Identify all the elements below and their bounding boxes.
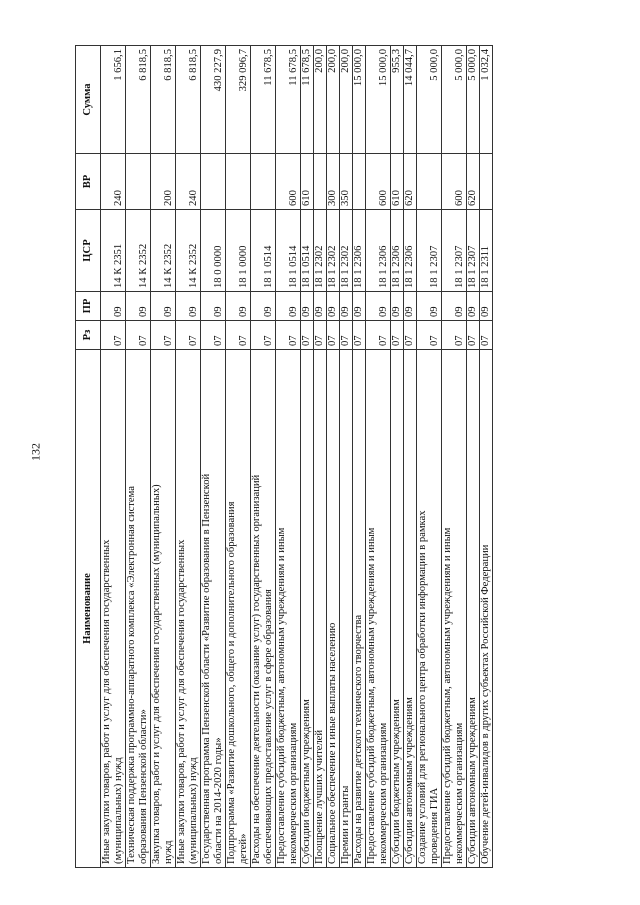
table-row [201, 46, 226, 868]
row-sum-cell: 15 000,0 [353, 46, 366, 154]
row-csr-cell: 14 К 2351 [101, 210, 126, 292]
header-pr: ПР [76, 292, 101, 321]
row-vr-cell [314, 154, 327, 210]
row-pr-cell: 09 [201, 292, 226, 321]
row-name-line: некоммерческим организациям [288, 722, 299, 864]
row-pr-cell: 09 [366, 292, 391, 321]
row-rz-cell: 07 [151, 321, 176, 350]
table-row [340, 46, 353, 868]
row-sum-cell: 1 032,4 [480, 46, 493, 154]
row-vr-cell [126, 154, 151, 210]
row-name-cell [201, 350, 226, 868]
row-rz-cell: 07 [226, 321, 251, 350]
row-vr-cell: 610 [301, 154, 314, 210]
table-row [151, 46, 176, 868]
row-sum-cell: 5 000,0 [442, 46, 467, 154]
row-name-line: Расходы на развитие детского технического творчества [353, 614, 364, 864]
row-vr-cell: 620 [404, 154, 417, 210]
row-name-cell [314, 350, 327, 868]
row-rz-cell: 07 [126, 321, 151, 350]
row-name-cell [101, 350, 126, 868]
row-name-line: Закупка товаров, работ и услуг для обеспечения государственных (муниципальных) [151, 484, 162, 864]
row-csr-cell: 18 1 2306 [404, 210, 417, 292]
row-vr-cell [226, 154, 251, 210]
row-sum-cell: 11 678,5 [301, 46, 314, 154]
row-name-line: (муниципальных) нужд [113, 757, 124, 864]
row-name-line: Поощрение лучших учителей [314, 729, 325, 864]
table-row [353, 46, 366, 868]
row-name-line: Иные закупки товаров, работ и услуг для обеспечения государственных [176, 539, 187, 864]
row-vr-cell [251, 154, 276, 210]
rotated-table-wrapper [75, 46, 493, 868]
row-csr-cell: 18 1 0514 [301, 210, 314, 292]
row-sum-cell: 6 818,5 [126, 46, 151, 154]
table-header-row [76, 46, 101, 868]
row-vr-cell: 240 [101, 154, 126, 210]
header-csr: ЦСР [76, 210, 101, 292]
table-row [366, 46, 391, 868]
table-row [126, 46, 151, 868]
row-sum-cell: 6 818,5 [151, 46, 176, 154]
row-name-line: области на 2014-2020 годы» [213, 737, 224, 864]
row-name-cell [366, 350, 391, 868]
row-name-line: Техническая поддержка программно-аппаратного комплекса «Электронная система [126, 486, 137, 864]
row-name-cell [340, 350, 353, 868]
row-csr-cell: 18 1 2306 [353, 210, 366, 292]
row-pr-cell: 09 [314, 292, 327, 321]
row-name-cell [404, 350, 417, 868]
table-row [467, 46, 480, 868]
table-row [417, 46, 442, 868]
row-name-line: (муниципальных) нужд [188, 757, 199, 864]
row-name-cell [391, 350, 404, 868]
table-row [391, 46, 404, 868]
row-name-cell [276, 350, 301, 868]
row-vr-cell: 300 [327, 154, 340, 210]
row-pr-cell: 09 [340, 292, 353, 321]
row-name-cell [327, 350, 340, 868]
row-csr-cell: 18 1 0514 [251, 210, 276, 292]
row-pr-cell: 09 [467, 292, 480, 321]
row-rz-cell: 07 [442, 321, 467, 350]
row-rz-cell: 07 [101, 321, 126, 350]
row-csr-cell: 14 К 2352 [151, 210, 176, 292]
row-name-line: детей» [238, 833, 249, 864]
table-row [314, 46, 327, 868]
row-name-line: Субсидии автономным учреждениям [467, 697, 478, 864]
row-rz-cell: 07 [404, 321, 417, 350]
table-row [480, 46, 493, 868]
row-vr-cell: 600 [366, 154, 391, 210]
header-sum: Сумма [76, 46, 101, 154]
row-name-cell [353, 350, 366, 868]
row-sum-cell: 329 096,7 [226, 46, 251, 154]
row-rz-cell: 07 [480, 321, 493, 350]
table-row [176, 46, 201, 868]
header-name: Наименование [76, 350, 101, 868]
row-name-line: Создание условий для регионального центра обработки информации в рамках [417, 510, 428, 864]
row-name-cell [417, 350, 442, 868]
row-rz-cell: 07 [276, 321, 301, 350]
row-name-cell [126, 350, 151, 868]
row-name-cell [226, 350, 251, 868]
row-csr-cell: 18 1 2302 [314, 210, 327, 292]
row-csr-cell: 18 1 2302 [340, 210, 353, 292]
row-csr-cell: 18 1 2302 [327, 210, 340, 292]
page-number: 132 [28, 443, 43, 461]
row-csr-cell: 18 1 2307 [442, 210, 467, 292]
row-pr-cell: 09 [391, 292, 404, 321]
row-csr-cell: 14 К 2352 [176, 210, 201, 292]
row-csr-cell: 18 1 2307 [467, 210, 480, 292]
row-sum-cell: 200,0 [340, 46, 353, 154]
row-name-cell [151, 350, 176, 868]
row-name-line: Субсидии автономным учреждениям [404, 697, 415, 864]
row-csr-cell: 18 1 2306 [366, 210, 391, 292]
row-csr-cell: 18 1 2306 [391, 210, 404, 292]
row-pr-cell: 09 [480, 292, 493, 321]
row-name-line: Предоставление субсидий бюджетным, автономным учреждениям и иным [276, 527, 287, 864]
row-name-line: Предоставление субсидий бюджетным, автономным учреждениям и иным [442, 527, 453, 864]
row-pr-cell: 09 [417, 292, 442, 321]
row-vr-cell: 600 [276, 154, 301, 210]
budget-table [75, 45, 493, 868]
row-rz-cell: 07 [301, 321, 314, 350]
row-name-line: некоммерческим организациям [454, 722, 465, 864]
row-sum-cell: 1 656,1 [101, 46, 126, 154]
row-rz-cell: 07 [366, 321, 391, 350]
row-csr-cell: 18 1 0514 [276, 210, 301, 292]
row-sum-cell: 430 227,9 [201, 46, 226, 154]
row-sum-cell: 14 044,7 [404, 46, 417, 154]
row-vr-cell [480, 154, 493, 210]
row-name-line: Премии и гранты [340, 785, 351, 864]
row-rz-cell: 07 [417, 321, 442, 350]
table-row [251, 46, 276, 868]
header-vr: ВР [76, 154, 101, 210]
header-rz: Рз [76, 321, 101, 350]
row-vr-cell [417, 154, 442, 210]
row-csr-cell: 18 0 0000 [201, 210, 226, 292]
row-name-line: Государственная программа Пензенской области «Развитие образования в Пензенской [201, 473, 212, 864]
row-vr-cell [201, 154, 226, 210]
row-name-line: образования Пензенской области» [138, 709, 149, 864]
row-pr-cell: 09 [327, 292, 340, 321]
row-name-cell [176, 350, 201, 868]
row-vr-cell [353, 154, 366, 210]
row-pr-cell: 09 [226, 292, 251, 321]
row-pr-cell: 09 [442, 292, 467, 321]
row-vr-cell: 240 [176, 154, 201, 210]
row-name-line: некоммерческим организациям [378, 722, 389, 864]
table-row [404, 46, 417, 868]
row-sum-cell: 11 678,5 [276, 46, 301, 154]
row-rz-cell: 07 [327, 321, 340, 350]
row-name-cell [480, 350, 493, 868]
row-sum-cell: 200,0 [327, 46, 340, 154]
row-name-line: нужд [163, 840, 174, 864]
row-sum-cell: 11 678,5 [251, 46, 276, 154]
row-sum-cell: 5 000,0 [467, 46, 480, 154]
row-pr-cell: 09 [101, 292, 126, 321]
row-rz-cell: 07 [467, 321, 480, 350]
table-row [101, 46, 126, 868]
row-csr-cell: 18 1 0000 [226, 210, 251, 292]
row-sum-cell: 15 000,0 [366, 46, 391, 154]
row-vr-cell: 610 [391, 154, 404, 210]
row-sum-cell: 6 818,5 [176, 46, 201, 154]
row-vr-cell: 350 [340, 154, 353, 210]
row-name-line: Социальное обеспечение и иные выплаты населению [327, 622, 338, 864]
row-pr-cell: 09 [151, 292, 176, 321]
row-name-line: Обучение детей-инвалидов в других субъектах Российской Федерации [480, 544, 491, 864]
row-rz-cell: 07 [314, 321, 327, 350]
row-name-cell [301, 350, 314, 868]
row-rz-cell: 07 [340, 321, 353, 350]
row-name-line: Субсидии бюджетным учреждениям [391, 699, 402, 864]
row-sum-cell: 200,0 [314, 46, 327, 154]
row-name-line: Расходы на обеспечение деятельности (оказание услуг) государственных организаций [251, 474, 262, 864]
row-vr-cell: 600 [442, 154, 467, 210]
row-sum-cell: 955,3 [391, 46, 404, 154]
row-pr-cell: 09 [176, 292, 201, 321]
row-pr-cell: 09 [353, 292, 366, 321]
row-pr-cell: 09 [276, 292, 301, 321]
row-csr-cell: 14 К 2352 [126, 210, 151, 292]
row-csr-cell: 18 1 2307 [417, 210, 442, 292]
row-name-line: обеспечивающих предоставление услуг в сфере образования [263, 589, 274, 864]
row-name-line: Подпрограмма «Развитие дошкольного, общего и дополнительного образования [226, 501, 237, 864]
row-name-line: Предоставление субсидий бюджетным, автономным учреждениям и иным [366, 527, 377, 864]
row-name-line: проведения ГИА [429, 787, 440, 864]
row-rz-cell: 07 [176, 321, 201, 350]
row-rz-cell: 07 [251, 321, 276, 350]
row-csr-cell: 18 1 2311 [480, 210, 493, 292]
row-pr-cell: 09 [126, 292, 151, 321]
row-pr-cell: 09 [251, 292, 276, 321]
row-name-cell [251, 350, 276, 868]
row-name-cell [442, 350, 467, 868]
row-pr-cell: 09 [404, 292, 417, 321]
table-row [442, 46, 467, 868]
table-row [226, 46, 251, 868]
row-name-line: Субсидии бюджетным учреждениям [301, 699, 312, 864]
row-rz-cell: 07 [391, 321, 404, 350]
row-pr-cell: 09 [301, 292, 314, 321]
row-sum-cell: 5 000,0 [417, 46, 442, 154]
row-name-line: Иные закупки товаров, работ и услуг для обеспечения государственных [101, 539, 112, 864]
row-vr-cell: 200 [151, 154, 176, 210]
table-row [301, 46, 314, 868]
row-name-cell [467, 350, 480, 868]
row-rz-cell: 07 [353, 321, 366, 350]
table-body [101, 46, 493, 868]
table-row [327, 46, 340, 868]
row-rz-cell: 07 [201, 321, 226, 350]
row-vr-cell: 620 [467, 154, 480, 210]
table-row [276, 46, 301, 868]
